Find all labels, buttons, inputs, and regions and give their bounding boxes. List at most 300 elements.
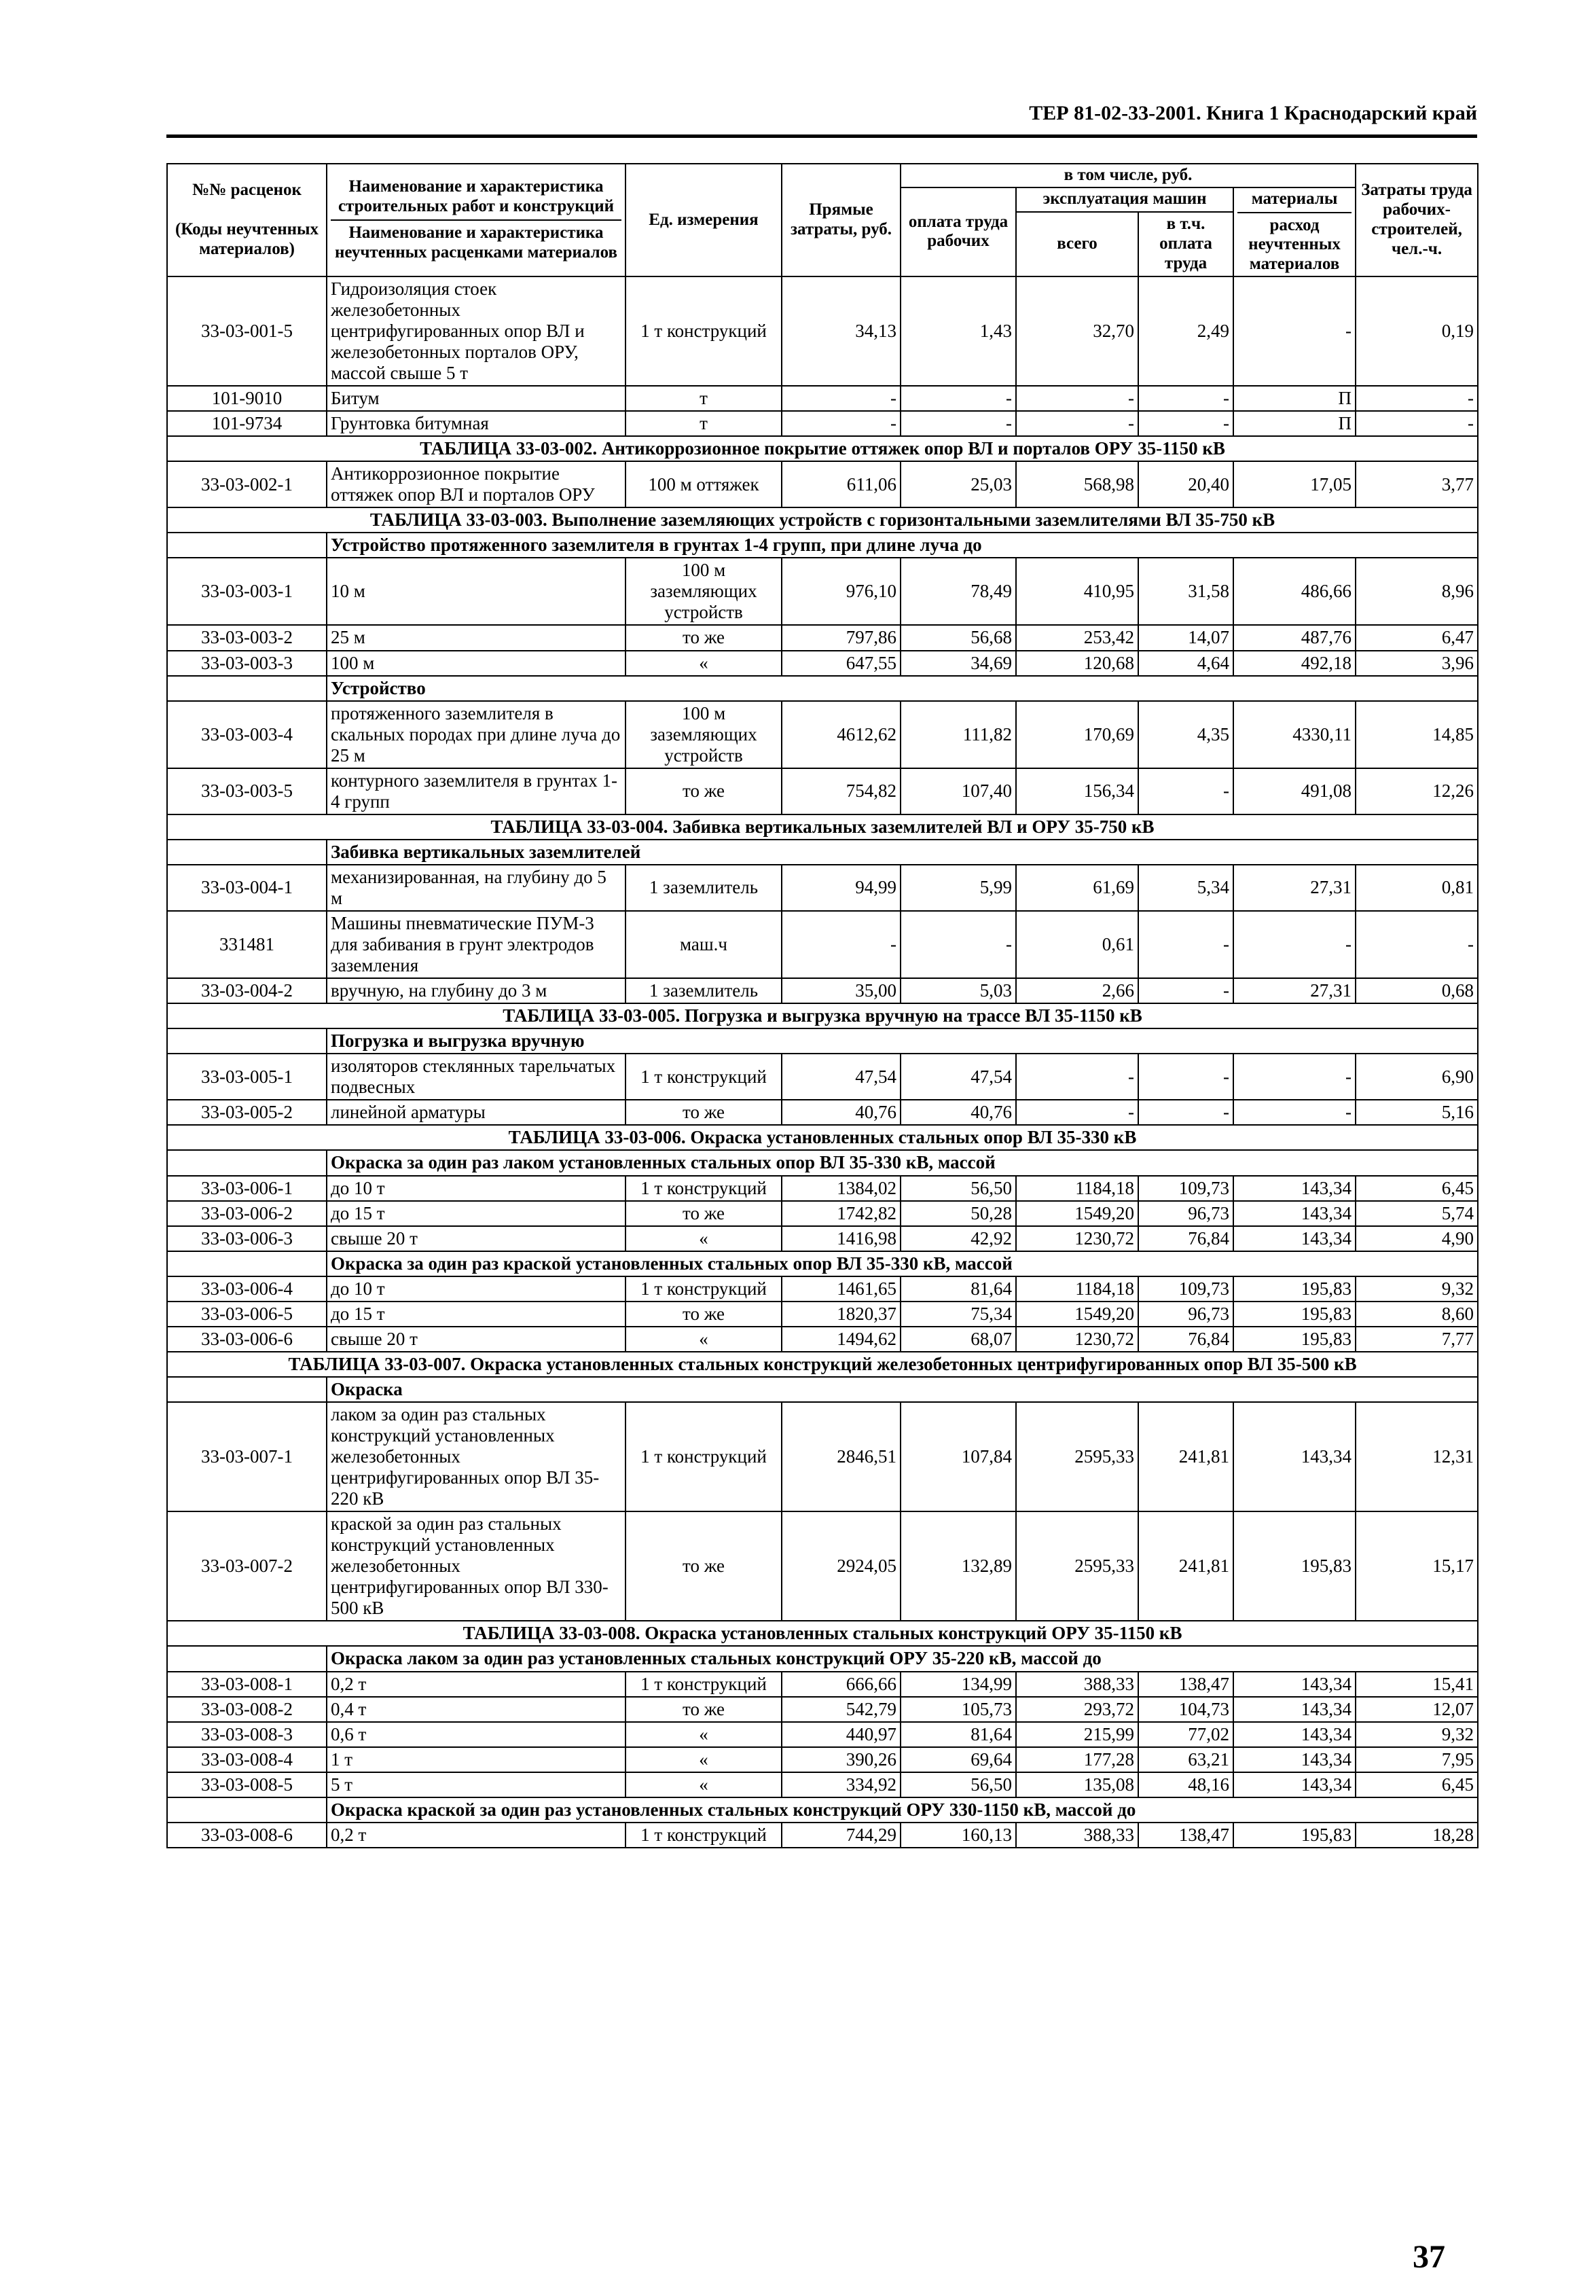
cell-unit: то же xyxy=(625,625,782,650)
cell-name: до 10 т xyxy=(327,1176,625,1201)
cell-pay: - xyxy=(901,386,1016,411)
cell-mach-pay: 4,64 xyxy=(1138,651,1233,676)
cell-pay: - xyxy=(901,911,1016,978)
cell-code: 33-03-001-5 xyxy=(167,276,327,386)
cell-pay: 107,84 xyxy=(901,1402,1016,1511)
cell-mat: 195,83 xyxy=(1233,1302,1356,1327)
cell-sub1: Устройство протяженного заземлителя в грунтах 1-4 групп, при длине луча до xyxy=(327,533,1478,558)
cell-sub2: Окраска краской за один раз установленных стальных конструкций ОРУ 330-1150 кВ, массой до xyxy=(327,1797,1478,1823)
cell-labor: 0,19 xyxy=(1356,276,1478,386)
cell-mach-pay: 63,21 xyxy=(1138,1747,1233,1772)
incl-header: в том числе, руб. xyxy=(901,164,1356,187)
cell-unit: т xyxy=(625,386,782,411)
col-pay-header: оплата труда рабочих xyxy=(901,187,1016,276)
table-title-row xyxy=(167,1621,1478,1646)
cell-mach-pay: 109,73 xyxy=(1138,1176,1233,1201)
cell-direct: 47,54 xyxy=(782,1054,901,1100)
cell-mach-pay: 77,02 xyxy=(1138,1722,1233,1747)
cell-unit: « xyxy=(625,1722,782,1747)
cell-pay: 5,99 xyxy=(901,865,1016,911)
cell-labor: 3,77 xyxy=(1356,461,1478,507)
table-row xyxy=(167,1327,1478,1352)
cell-mach: - xyxy=(1016,1100,1138,1125)
cell-code: 33-03-003-2 xyxy=(167,625,327,650)
cell-mach-pay: 138,47 xyxy=(1138,1823,1233,1848)
table-row xyxy=(167,386,1478,411)
cell-name: краской за один раз стальных конструкций установленных железобетонных центрифугированных опор ВЛ 330-500 кВ xyxy=(327,1511,625,1621)
cell-mach: 388,33 xyxy=(1016,1823,1138,1848)
cell-labor: 4,90 xyxy=(1356,1226,1478,1251)
table-row xyxy=(167,651,1478,676)
cell-name: свыше 20 т xyxy=(327,1327,625,1352)
subheader-row xyxy=(167,1377,1478,1402)
cell-name: 0,4 т xyxy=(327,1697,625,1722)
table-row xyxy=(167,1747,1478,1772)
cell-unit: 1 т конструкций xyxy=(625,1054,782,1100)
table-row xyxy=(167,1100,1478,1125)
cell-unit: « xyxy=(625,1772,782,1797)
table-row xyxy=(167,1226,1478,1251)
cell-labor: - xyxy=(1356,411,1478,436)
cell-mach-pay: - xyxy=(1138,911,1233,978)
cell-pay: 34,69 xyxy=(901,651,1016,676)
cell-mach: 170,69 xyxy=(1016,701,1138,768)
table-row xyxy=(167,1697,1478,1722)
cell-mach-pay: 76,84 xyxy=(1138,1327,1233,1352)
cell-code: 33-03-006-5 xyxy=(167,1302,327,1327)
cell-labor: 9,32 xyxy=(1356,1276,1478,1302)
cell-pay: 81,64 xyxy=(901,1722,1016,1747)
cell-mat: 143,34 xyxy=(1233,1201,1356,1226)
cell-mat: 486,66 xyxy=(1233,558,1356,625)
cell-mach: 2595,33 xyxy=(1016,1511,1138,1621)
cell-mat: 27,31 xyxy=(1233,978,1356,1003)
cell-pay: 78,49 xyxy=(901,558,1016,625)
cell-name: 10 м xyxy=(327,558,625,625)
cell-code: 33-03-008-3 xyxy=(167,1722,327,1747)
cell-pay: 69,64 xyxy=(901,1747,1016,1772)
cell-code: 33-03-002-1 xyxy=(167,461,327,507)
table-title-row xyxy=(167,814,1478,840)
cell-code: 33-03-006-4 xyxy=(167,1276,327,1302)
cell-mat: 491,08 xyxy=(1233,768,1356,814)
cell-direct: 666,66 xyxy=(782,1672,901,1697)
cell-code: 33-03-005-2 xyxy=(167,1100,327,1125)
cell-pay: 75,34 xyxy=(901,1302,1016,1327)
cell-labor: 15,17 xyxy=(1356,1511,1478,1621)
cell-title: ТАБЛИЦА 33-03-003. Выполнение заземляющих устройств с горизонтальными заземлителями ВЛ 35-750 кВ xyxy=(167,507,1478,533)
cell-mach-pay: 20,40 xyxy=(1138,461,1233,507)
cell-code: 331481 xyxy=(167,911,327,978)
cell-title: ТАБЛИЦА 33-03-007. Окраска установленных стальных конструкций железобетонных центрифугированных опор ВЛ 35-500 кВ xyxy=(167,1352,1478,1377)
cell-labor: 8,96 xyxy=(1356,558,1478,625)
subheader-row xyxy=(167,1646,1478,1671)
cell-code: 33-03-007-2 xyxy=(167,1511,327,1621)
cell-direct: - xyxy=(782,911,901,978)
cell-pay: 47,54 xyxy=(901,1054,1016,1100)
cell-code: 33-03-008-6 xyxy=(167,1823,327,1848)
cell-name: контурного заземлителя в грунтах 1-4 групп xyxy=(327,768,625,814)
cell-pay: - xyxy=(901,411,1016,436)
table-title-row xyxy=(167,507,1478,533)
col-mach-pay-header: в т.ч. оплата труда xyxy=(1138,212,1233,276)
cell-mach-pay: - xyxy=(1138,1100,1233,1125)
cell-name: протяженного заземлителя в скальных породах при длине луча до 25 м xyxy=(327,701,625,768)
cell-sub2: Окраска за один раз краской установленных стальных опор ВЛ 35-330 кВ, массой xyxy=(327,1251,1478,1276)
cell-direct: 40,76 xyxy=(782,1100,901,1125)
cell-name: линейной арматуры xyxy=(327,1100,625,1125)
table-row xyxy=(167,1054,1478,1100)
cell-direct: 1742,82 xyxy=(782,1201,901,1226)
cell-labor: 18,28 xyxy=(1356,1823,1478,1848)
cell-direct: 1416,98 xyxy=(782,1226,901,1251)
table-row xyxy=(167,1302,1478,1327)
cell-pay: 107,40 xyxy=(901,768,1016,814)
cell-unit: « xyxy=(625,1226,782,1251)
cell-mat: 17,05 xyxy=(1233,461,1356,507)
cell-direct: 1820,37 xyxy=(782,1302,901,1327)
cell-mach: 2595,33 xyxy=(1016,1402,1138,1511)
cell-code: 33-03-003-1 xyxy=(167,558,327,625)
cell-mat: 143,34 xyxy=(1233,1226,1356,1251)
subheader-row xyxy=(167,676,1478,701)
cell-mach-pay: 48,16 xyxy=(1138,1772,1233,1797)
cell-mach-pay: 14,07 xyxy=(1138,625,1233,650)
cell-mach: 293,72 xyxy=(1016,1697,1138,1722)
cell-unit: т xyxy=(625,411,782,436)
cell-unit: 1 т конструкций xyxy=(625,276,782,386)
cell-pay: 5,03 xyxy=(901,978,1016,1003)
cell-mach: 1230,72 xyxy=(1016,1327,1138,1352)
cell-mach: - xyxy=(1016,386,1138,411)
cell-code: 33-03-008-4 xyxy=(167,1747,327,1772)
cell-mach: 215,99 xyxy=(1016,1722,1138,1747)
cell-pay: 56,50 xyxy=(901,1772,1016,1797)
header-text: Наименование и характеристика неучтенных расценками материалов xyxy=(331,219,621,263)
cell-name: 0,2 т xyxy=(327,1823,625,1848)
cell-labor: 15,41 xyxy=(1356,1672,1478,1697)
cell-mat: 195,83 xyxy=(1233,1823,1356,1848)
cell-unit: маш.ч xyxy=(625,911,782,978)
cell-mat: 4330,11 xyxy=(1233,701,1356,768)
header-text: №№ расценок xyxy=(192,181,302,200)
cell-mach: 388,33 xyxy=(1016,1672,1138,1697)
cell-mach-pay: 109,73 xyxy=(1138,1276,1233,1302)
empty-cell xyxy=(167,1797,327,1823)
cell-mat: 143,34 xyxy=(1233,1672,1356,1697)
cell-name: Грунтовка битумная xyxy=(327,411,625,436)
table-row xyxy=(167,1772,1478,1797)
table-row xyxy=(167,978,1478,1003)
cell-name: 0,6 т xyxy=(327,1722,625,1747)
subheader-row xyxy=(167,1028,1478,1054)
table-row xyxy=(167,1722,1478,1747)
cell-mach: 1184,18 xyxy=(1016,1176,1138,1201)
cell-name: Машины пневматические ПУМ-3 для забивания в грунт электродов заземления xyxy=(327,911,625,978)
cell-mat: 487,76 xyxy=(1233,625,1356,650)
subheader-row xyxy=(167,533,1478,558)
cell-code: 33-03-008-2 xyxy=(167,1697,327,1722)
cell-name: 100 м xyxy=(327,651,625,676)
cell-direct: - xyxy=(782,411,901,436)
cell-pay: 81,64 xyxy=(901,1276,1016,1302)
cell-mat: 492,18 xyxy=(1233,651,1356,676)
page-number: 37 xyxy=(1413,2239,1445,2275)
cell-mat: 143,34 xyxy=(1233,1697,1356,1722)
cell-mach: 156,34 xyxy=(1016,768,1138,814)
cell-direct: 542,79 xyxy=(782,1697,901,1722)
cell-mat: 195,83 xyxy=(1233,1511,1356,1621)
subheader-row xyxy=(167,1251,1478,1276)
cell-pay: 105,73 xyxy=(901,1697,1016,1722)
table-row xyxy=(167,911,1478,978)
cell-mat: 143,34 xyxy=(1233,1176,1356,1201)
cell-mach-pay: 241,81 xyxy=(1138,1402,1233,1511)
cell-direct: 1494,62 xyxy=(782,1327,901,1352)
cell-unit: 1 т конструкций xyxy=(625,1402,782,1511)
cell-labor: 9,32 xyxy=(1356,1722,1478,1747)
cell-unit: то же xyxy=(625,1302,782,1327)
cell-labor: 5,74 xyxy=(1356,1201,1478,1226)
cell-name: 1 т xyxy=(327,1747,625,1772)
cell-mat: 143,34 xyxy=(1233,1402,1356,1511)
cell-unit: 100 м оттяжек xyxy=(625,461,782,507)
cell-code: 33-03-008-5 xyxy=(167,1772,327,1797)
col-machines-header: эксплуатация машин xyxy=(1016,187,1233,212)
cell-title: ТАБЛИЦА 33-03-004. Забивка вертикальных заземлителей ВЛ и ОРУ 35-750 кВ xyxy=(167,814,1478,840)
cell-mach-pay: - xyxy=(1138,411,1233,436)
table-row xyxy=(167,558,1478,625)
table-row xyxy=(167,1402,1478,1511)
cell-mach: 120,68 xyxy=(1016,651,1138,676)
cell-name: механизированная, на глубину до 5 м xyxy=(327,865,625,911)
cell-unit: то же xyxy=(625,1100,782,1125)
cell-mach-pay: 104,73 xyxy=(1138,1697,1233,1722)
cell-unit: 100 м заземляющих устройств xyxy=(625,701,782,768)
cell-sub2: Устройство xyxy=(327,676,1478,701)
cell-mat: 195,83 xyxy=(1233,1327,1356,1352)
table-row xyxy=(167,1823,1478,1848)
table-row xyxy=(167,1276,1478,1302)
cell-direct: 390,26 xyxy=(782,1747,901,1772)
cell-mach: 135,08 xyxy=(1016,1772,1138,1797)
col-mach-total-header: всего xyxy=(1016,212,1138,276)
cell-mach: 253,42 xyxy=(1016,625,1138,650)
cell-title: ТАБЛИЦА 33-03-008. Окраска установленных стальных конструкций ОРУ 35-1150 кВ xyxy=(167,1621,1478,1646)
cell-labor: 5,16 xyxy=(1356,1100,1478,1125)
cell-name: 0,2 т xyxy=(327,1672,625,1697)
cell-code: 33-03-003-3 xyxy=(167,651,327,676)
cell-code: 33-03-006-6 xyxy=(167,1327,327,1352)
cell-name: 5 т xyxy=(327,1772,625,1797)
cell-unit: 1 т конструкций xyxy=(625,1276,782,1302)
cell-name: до 15 т xyxy=(327,1201,625,1226)
cell-mach: 2,66 xyxy=(1016,978,1138,1003)
cell-pay: 1,43 xyxy=(901,276,1016,386)
cell-mat: П xyxy=(1233,386,1356,411)
cell-mat: 143,34 xyxy=(1233,1772,1356,1797)
header-text: (Коды неучтенных материалов) xyxy=(175,219,319,258)
table-row xyxy=(167,865,1478,911)
cell-mach: 0,61 xyxy=(1016,911,1138,978)
empty-cell xyxy=(167,533,327,558)
cell-direct: 2846,51 xyxy=(782,1402,901,1511)
table-title-row xyxy=(167,1003,1478,1028)
cell-labor: 0,81 xyxy=(1356,865,1478,911)
cell-direct: 4612,62 xyxy=(782,701,901,768)
table-row xyxy=(167,1672,1478,1697)
empty-cell xyxy=(167,1251,327,1276)
table-row xyxy=(167,1201,1478,1226)
cell-unit: то же xyxy=(625,1511,782,1621)
cell-unit: то же xyxy=(625,1201,782,1226)
cell-mach: 1549,20 xyxy=(1016,1302,1138,1327)
cell-direct: 754,82 xyxy=(782,768,901,814)
header-text: Наименование и характеристика строительных работ и конструкций xyxy=(338,177,615,216)
cell-sub1: Окраска лаком за один раз установленных стальных конструкций ОРУ 35-220 кВ, массой до xyxy=(327,1646,1478,1671)
empty-cell xyxy=(167,1028,327,1054)
cell-pay: 132,89 xyxy=(901,1511,1016,1621)
table-row xyxy=(167,625,1478,650)
subheader-row xyxy=(167,1150,1478,1175)
cell-labor: 7,95 xyxy=(1356,1747,1478,1772)
cell-direct: - xyxy=(782,386,901,411)
cell-code: 33-03-008-1 xyxy=(167,1672,327,1697)
cell-pay: 111,82 xyxy=(901,701,1016,768)
cell-name: до 15 т xyxy=(327,1302,625,1327)
cell-code: 33-03-006-1 xyxy=(167,1176,327,1201)
cell-labor: - xyxy=(1356,911,1478,978)
cell-sub1: Окраска за один раз лаком установленных стальных опор ВЛ 35-330 кВ, массой xyxy=(327,1150,1478,1175)
cell-pay: 160,13 xyxy=(901,1823,1016,1848)
cell-labor: 6,90 xyxy=(1356,1054,1478,1100)
empty-cell xyxy=(167,676,327,701)
cell-pay: 42,92 xyxy=(901,1226,1016,1251)
cell-name: Антикоррозионное покрытие оттяжек опор ВЛ и порталов ОРУ xyxy=(327,461,625,507)
cell-mat: 27,31 xyxy=(1233,865,1356,911)
empty-cell xyxy=(167,1646,327,1671)
cell-mach: 1549,20 xyxy=(1016,1201,1138,1226)
cell-direct: 334,92 xyxy=(782,1772,901,1797)
empty-cell xyxy=(167,840,327,865)
table-title-row xyxy=(167,1352,1478,1377)
cell-code: 33-03-004-2 xyxy=(167,978,327,1003)
cell-unit: « xyxy=(625,1327,782,1352)
cell-mach-pay: 4,35 xyxy=(1138,701,1233,768)
cell-mach: 1230,72 xyxy=(1016,1226,1138,1251)
cell-labor: 8,60 xyxy=(1356,1302,1478,1327)
cell-title: ТАБЛИЦА 33-03-005. Погрузка и выгрузка вручную на трассе ВЛ 35-1150 кВ xyxy=(167,1003,1478,1028)
cell-code: 33-03-005-1 xyxy=(167,1054,327,1100)
cell-mach-pay: - xyxy=(1138,1054,1233,1100)
col-direct-header: Прямые затраты, руб. xyxy=(782,164,901,276)
table-row xyxy=(167,1511,1478,1621)
cell-labor: 6,45 xyxy=(1356,1772,1478,1797)
cell-code: 101-9010 xyxy=(167,386,327,411)
cell-pay: 56,50 xyxy=(901,1176,1016,1201)
cell-sub1: Окраска xyxy=(327,1377,1478,1402)
price-table xyxy=(166,163,1479,1848)
cell-mach: 32,70 xyxy=(1016,276,1138,386)
cell-mach: 568,98 xyxy=(1016,461,1138,507)
subheader-row xyxy=(167,840,1478,865)
cell-title: ТАБЛИЦА 33-03-002. Антикоррозионное покрытие оттяжек опор ВЛ и порталов ОРУ 35-1150 кВ xyxy=(167,436,1478,461)
cell-direct: 1384,02 xyxy=(782,1176,901,1201)
cell-labor: 7,77 xyxy=(1356,1327,1478,1352)
cell-mach-pay: 96,73 xyxy=(1138,1201,1233,1226)
cell-direct: 744,29 xyxy=(782,1823,901,1848)
cell-unit: 1 заземлитель xyxy=(625,978,782,1003)
cell-mach: 410,95 xyxy=(1016,558,1138,625)
cell-mach: 177,28 xyxy=(1016,1747,1138,1772)
cell-code: 101-9734 xyxy=(167,411,327,436)
col-materials-header xyxy=(1233,187,1356,276)
cell-mach: - xyxy=(1016,1054,1138,1100)
cell-labor: 12,07 xyxy=(1356,1697,1478,1722)
cell-name: вручную, на глубину до 3 м xyxy=(327,978,625,1003)
table-title-row xyxy=(167,436,1478,461)
cell-direct: 647,55 xyxy=(782,651,901,676)
cell-mach-pay: 241,81 xyxy=(1138,1511,1233,1621)
header-text: расход неучтенных материалов xyxy=(1237,212,1352,274)
cell-code: 33-03-007-1 xyxy=(167,1402,327,1511)
cell-labor: 0,68 xyxy=(1356,978,1478,1003)
cell-direct: 34,13 xyxy=(782,276,901,386)
cell-code: 33-03-004-1 xyxy=(167,865,327,911)
cell-sub1: Погрузка и выгрузка вручную xyxy=(327,1028,1478,1054)
cell-pay: 68,07 xyxy=(901,1327,1016,1352)
table-row xyxy=(167,1176,1478,1201)
cell-mach-pay: 31,58 xyxy=(1138,558,1233,625)
cell-pay: 134,99 xyxy=(901,1672,1016,1697)
cell-pay: 25,03 xyxy=(901,461,1016,507)
cell-pay: 50,28 xyxy=(901,1201,1016,1226)
cell-mach-pay: 76,84 xyxy=(1138,1226,1233,1251)
col-name-header xyxy=(327,164,625,276)
cell-code: 33-03-006-3 xyxy=(167,1226,327,1251)
subheader-row xyxy=(167,1797,1478,1823)
cell-mat: 195,83 xyxy=(1233,1276,1356,1302)
cell-mach-pay: 5,34 xyxy=(1138,865,1233,911)
cell-name: изоляторов стеклянных тарельчатых подвесных xyxy=(327,1054,625,1100)
cell-unit: 1 т конструкций xyxy=(625,1823,782,1848)
empty-cell xyxy=(167,1150,327,1175)
cell-unit: « xyxy=(625,651,782,676)
cell-mach-pay: 138,47 xyxy=(1138,1672,1233,1697)
col-code-header xyxy=(167,164,327,276)
cell-unit: « xyxy=(625,1747,782,1772)
cell-direct: 611,06 xyxy=(782,461,901,507)
table-title-row xyxy=(167,1125,1478,1150)
cell-unit: 1 т конструкций xyxy=(625,1176,782,1201)
cell-title: ТАБЛИЦА 33-03-006. Окраска установленных стальных опор ВЛ 35-330 кВ xyxy=(167,1125,1478,1150)
table-row xyxy=(167,768,1478,814)
table-row xyxy=(167,411,1478,436)
cell-labor: 12,31 xyxy=(1356,1402,1478,1511)
page-header: ТЕР 81-02-33-2001. Книга 1 Краснодарский край xyxy=(1029,102,1477,124)
cell-direct: 35,00 xyxy=(782,978,901,1003)
col-labor-header: Затраты труда рабочих-строителей, чел.-ч. xyxy=(1356,164,1478,276)
cell-mach-pay: - xyxy=(1138,978,1233,1003)
cell-mach-pay: - xyxy=(1138,768,1233,814)
cell-code: 33-03-006-2 xyxy=(167,1201,327,1226)
cell-labor: 14,85 xyxy=(1356,701,1478,768)
cell-name: Битум xyxy=(327,386,625,411)
header-rule xyxy=(166,134,1477,138)
cell-labor: 12,26 xyxy=(1356,768,1478,814)
cell-code: 33-03-003-4 xyxy=(167,701,327,768)
cell-mach: 1184,18 xyxy=(1016,1276,1138,1302)
